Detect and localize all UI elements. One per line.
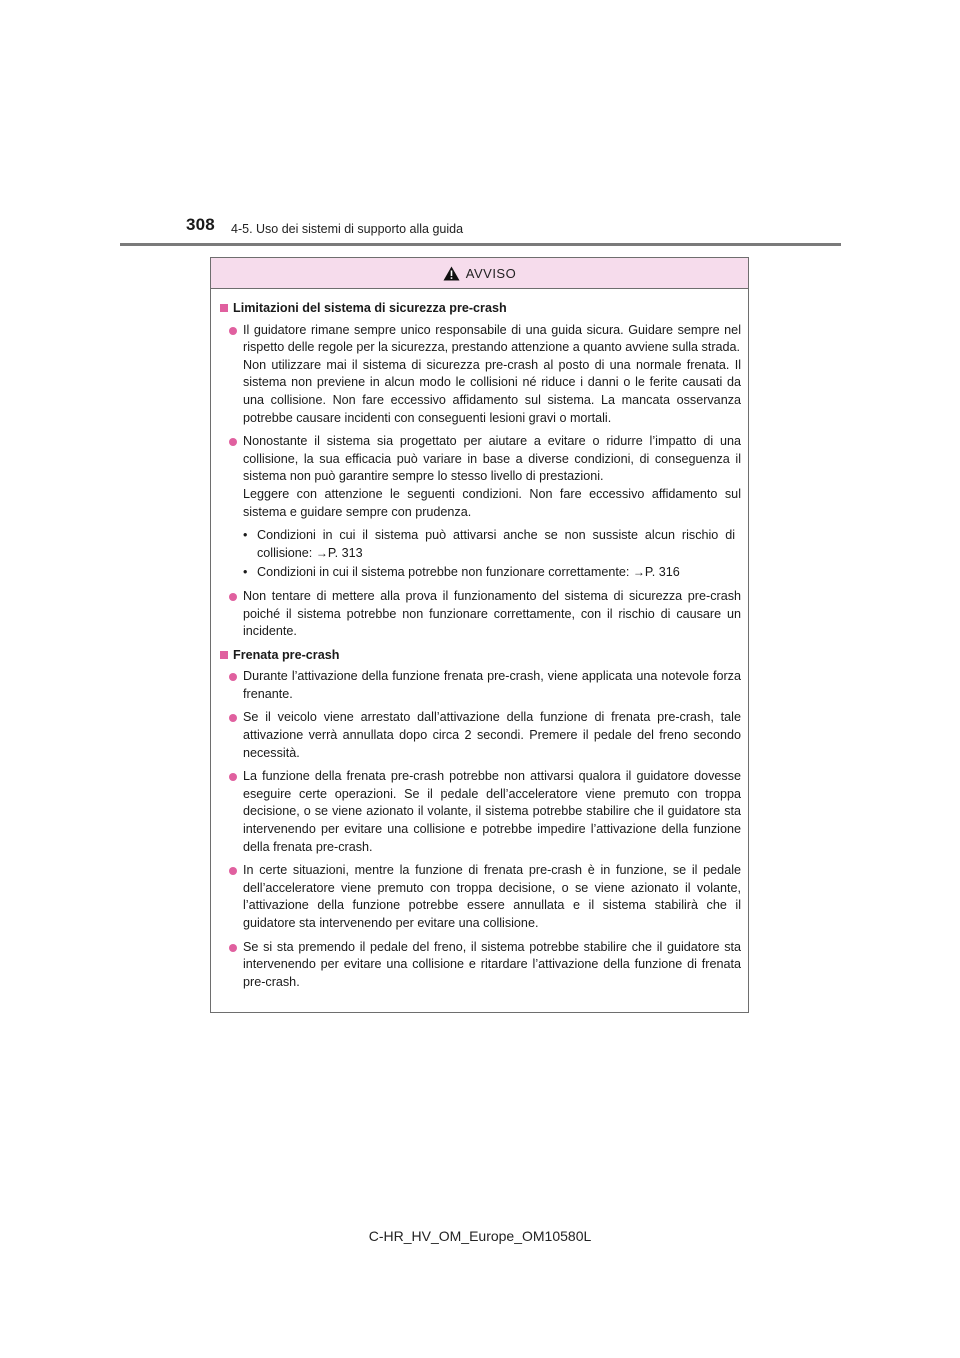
topic-title: Frenata pre-crash <box>233 647 340 662</box>
page-number: 308 <box>186 215 215 234</box>
sub-item <box>243 527 741 562</box>
sub-bullet-mark: • <box>243 528 248 543</box>
square-bullet-icon <box>220 651 228 659</box>
warning-title: AVVISO <box>465 265 517 281</box>
paragraph: Durante l’attivazione della funzione frenata pre-crash, viene applicata una notevole forza frenante. <box>243 669 741 701</box>
header-rule <box>120 243 841 246</box>
bullet-item <box>229 862 741 932</box>
paragraph: In certe situazioni, mentre la funzione di frenata pre-crash è in funzione, se il pedale dell’acceleratore viene premuto con troppa decisione, o se viene azionato il volante, l’attivazione della funzione potrebbe essere annullata e il sistema stabilirà che il guidatore sta intervenendo per evitare una collisione. <box>243 863 741 930</box>
paragraph: Il guidatore rimane sempre unico responsabile di una guida sicura. Guidare sempre nel rispetto delle regole per la sicurezza, prestando attenzione a quanto avviene sulla strada. <box>243 322 741 355</box>
round-bullet-icon <box>229 867 237 875</box>
paragraph: Se si sta premendo il pedale del freno, il sistema potrebbe stabilire che il guidatore sta intervenendo per evitare una collisione e ritardare l’attivazione della funzione di frenata pre-crash. <box>243 939 741 989</box>
document-code: C-HR_HV_OM_Europe_OM10580L <box>368 1228 592 1244</box>
bullet-item <box>229 768 741 856</box>
bullet-item <box>229 433 741 582</box>
round-bullet-icon <box>229 714 237 722</box>
bullet-item <box>229 588 741 641</box>
bullet-item <box>229 668 741 703</box>
reference-arrow-icon: → <box>632 565 645 580</box>
round-bullet-icon <box>229 944 237 952</box>
paragraph: Leggere con attenzione le seguenti condizioni. Non fare eccessivo affidamento sul sistema e guidare sempre con prudenza. <box>243 486 741 519</box>
warning-header <box>211 258 748 289</box>
topic-title: Limitazioni del sistema di sicurezza pre-crash <box>233 301 507 315</box>
sub-item <box>243 564 741 582</box>
topic-heading <box>218 647 741 665</box>
paragraph: Non tentare di mettere alla prova il funzionamento del sistema di sicurezza pre-crash poiché il sistema potrebbe non funzionare correttamente, con il rischio di causare un incidente. <box>243 588 741 639</box>
round-bullet-icon <box>229 438 237 446</box>
square-bullet-icon <box>220 304 228 312</box>
paragraph: Se il veicolo viene arrestato dall’attivazione della funzione di frenata pre-crash, tale attivazione verrà annullata dopo circa 2 secondi. Premere il pedale del freno secondo necessità. <box>243 710 741 760</box>
bullet-item <box>229 709 741 762</box>
sub-item-text: Condizioni in cui il sistema potrebbe non funzionare correttamente: <box>257 565 633 580</box>
topic-heading <box>218 300 741 318</box>
round-bullet-icon <box>229 327 237 335</box>
warning-triangle-icon <box>443 266 460 281</box>
round-bullet-icon <box>229 773 237 781</box>
round-bullet-icon <box>229 593 237 601</box>
page-reference-link[interactable]: P. 313 <box>327 545 363 560</box>
paragraph: Nonostante il sistema sia progettato per aiutare a evitare o ridurre l’impatto di una collisione, la sua efficacia può variare in base a diverse condizioni, di conseguenza il sistema non può garantire sempre lo stesso livello di prestazioni. <box>243 434 741 484</box>
sub-item-text: Condizioni in cui il sistema può attivarsi anche se non sussiste alcun rischio di collisione: <box>257 528 735 560</box>
section-title: 4-5. Uso dei sistemi di supporto alla guida <box>231 222 464 236</box>
reference-arrow-icon: → <box>315 545 328 560</box>
page-reference-link[interactable]: P. 316 <box>644 565 680 580</box>
round-bullet-icon <box>229 673 237 681</box>
warning-body <box>211 289 748 991</box>
warning-box <box>210 257 749 1013</box>
paragraph: Non utilizzare mai il sistema di sicurezza pre-crash al posto di una normale frenata. Il sistema non previene in alcun modo le collisioni né riduce i danni o le ferite causati da una collisione. Non fare eccessivo affidamento sul sistema. La mancata osservanza potrebbe causare incidenti con conseguenti lesioni gravi o mortali. <box>243 357 741 425</box>
sub-bullet-mark: • <box>243 565 248 580</box>
bullet-item <box>229 939 741 992</box>
bullet-item <box>229 322 741 428</box>
paragraph: La funzione della frenata pre-crash potrebbe non attivarsi qualora il guidatore dovesse eseguire certe operazioni. Se il pedale dell’acceleratore viene premuto con troppa decisione, o se viene azionato il volante, il sistema potrebbe stabilire che il guidatore sta intervenendo per evitare una collisione e potrebbe impedire l’attivazione della funzione della frenata pre-crash. <box>243 769 741 854</box>
